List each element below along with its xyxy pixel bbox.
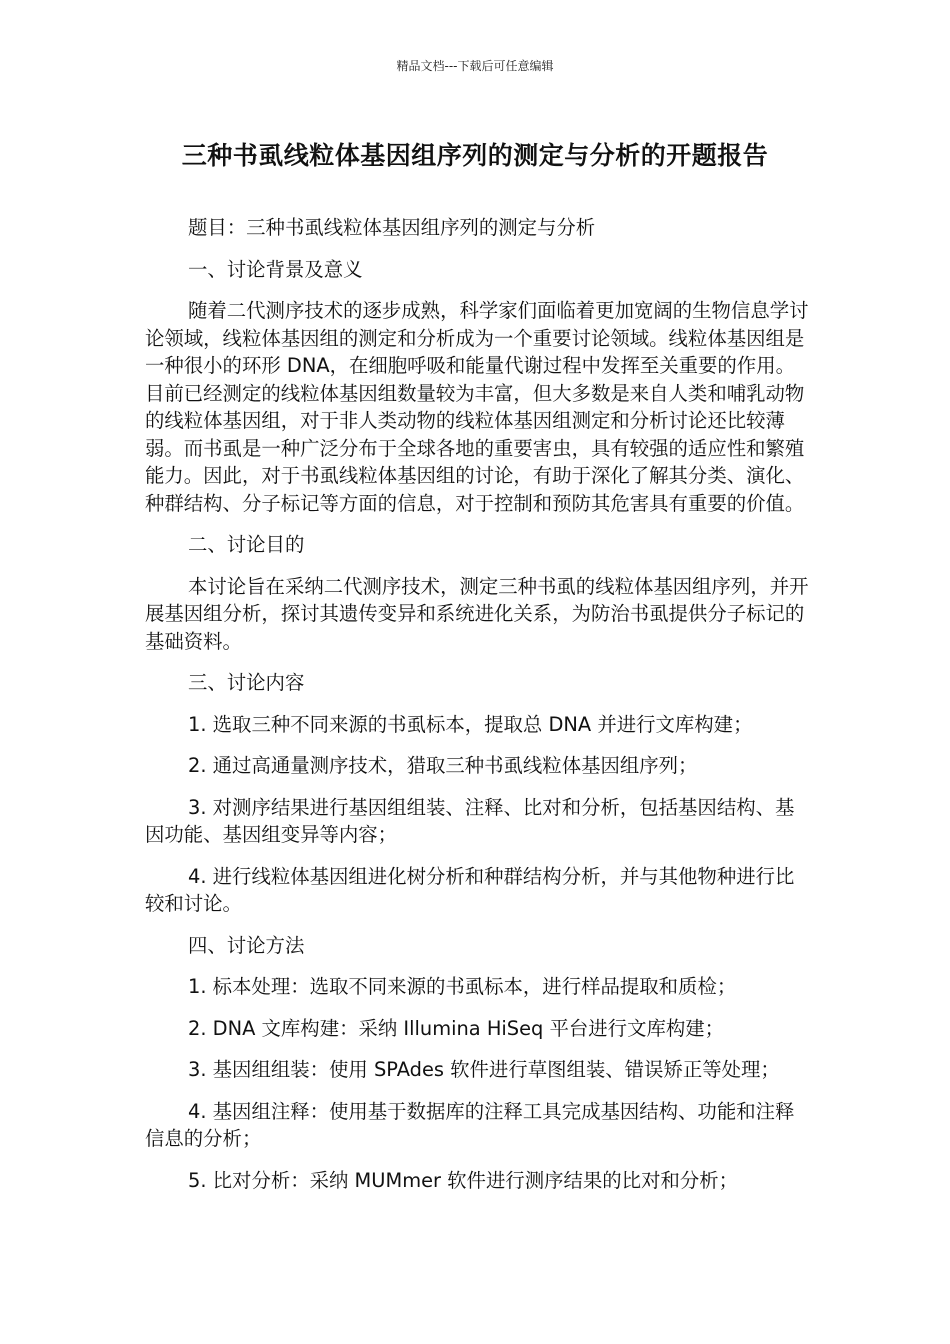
content-item-2: 2. 通过高通量测序技术，猎取三种书虱线粒体基因组序列； bbox=[188, 754, 698, 777]
paragraph-background: 随着二代测序技术的逐步成熟，科学家们面临着更加宽阔的生物信息学讨论领域，线粒体基因组的测定和分析成为一个重要讨论领域。线粒体基因组是一种很小的环形 DNA，在细胞呼吸和能量代谢过程中发挥至关重要的作用。目前已经测定的线粒体基因组数量较为丰富，但大多数是来自人类和哺乳动物的线粒体基因组，对于非人类动物的线粒体基因组测定和分析讨论还比较薄弱。而书虱是一种广泛分布于全球各地的重要害虫，具有较强的适应性和繁殖能力。因此，对于书虱线粒体基因组的讨论，有助于深化了解其分类、演化、种群结构、分子标记等方面的信息，对于控制和预防其危害具有重要的价值。 bbox=[145, 299, 809, 515]
section-heading-content: 三、讨论内容 bbox=[188, 671, 305, 694]
document-title: 三种书虱线粒体基因组序列的测定与分析的开题报告 bbox=[181, 141, 769, 170]
content-item-1: 1. 选取三种不同来源的书虱标本，提取总 DNA 并进行文库构建； bbox=[188, 712, 753, 736]
method-item-4: 4. 基因组注释：使用基于数据库的注释工具完成基因结构、功能和注释信息的分析； bbox=[145, 1099, 795, 1150]
method-item-1: 1. 标本处理：选取不同来源的书虱标本，进行样品提取和质检； bbox=[188, 975, 737, 998]
paragraph-topic: 题目：三种书虱线粒体基因组序列的测定与分析 bbox=[188, 216, 596, 239]
section-heading-background: 一、讨论背景及意义 bbox=[188, 257, 363, 281]
method-item-5: 5. 比对分析：采纳 MUMmer 软件进行测序结果的比对和分析； bbox=[188, 1168, 739, 1192]
method-item-3: 3. 基因组组装：使用 SPAdes 软件进行草图组装、错误矫正等处理； bbox=[188, 1058, 780, 1081]
paragraph-purpose: 本讨论旨在采纳二代测序技术，测定三种书虱的线粒体基因组序列，并开展基因组分析，探讨其遗传变异和系统进化关系，为防治书虱提供分子标记的基础资料。 bbox=[145, 574, 809, 653]
section-heading-purpose: 二、讨论目的 bbox=[188, 533, 305, 556]
page-header-note: 精品文档---下载后可任意编辑 bbox=[396, 59, 554, 73]
content-item-3: 3. 对测序结果进行基因组组装、注释、比对和分析，包括基因结构、基因功能、基因组变异等内容； bbox=[145, 795, 795, 846]
document-body bbox=[145, 214, 813, 1208]
section-heading-methods: 四、讨论方法 bbox=[188, 933, 305, 957]
content-item-4: 4. 进行线粒体基因组进化树分析和种群结构分析，并与其他物种进行比较和讨论。 bbox=[145, 864, 795, 915]
method-item-2: 2. DNA 文库构建：采纳 Illumina HiSeq 平台进行文库构建； bbox=[188, 1016, 725, 1040]
